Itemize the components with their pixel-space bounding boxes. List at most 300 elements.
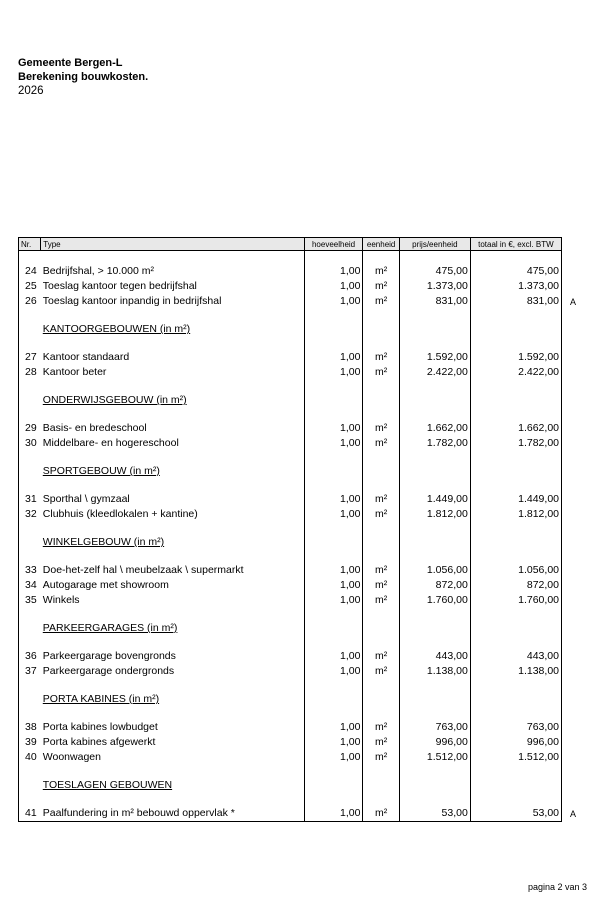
row-unit: m²	[363, 294, 399, 309]
col-header-quantity: hoeveelheid	[304, 238, 363, 251]
row-type: Kantoor standaard	[42, 351, 130, 363]
table-row	[19, 750, 562, 765]
row-quantity: 1,00	[304, 664, 363, 679]
row-unit: m²	[363, 563, 399, 578]
blank-cell	[470, 393, 561, 408]
row-unit: m²	[363, 664, 399, 679]
blank-cell	[399, 793, 470, 806]
row-number: 41	[19, 806, 41, 822]
row-type: Parkeergarage bovengronds	[42, 650, 176, 662]
row-type: Winkels	[42, 594, 80, 606]
row-type: Middelbare- en hogereschool	[42, 437, 179, 449]
blank-cell	[363, 522, 399, 535]
row-unit-price: 996,00	[399, 735, 470, 750]
row-total: 763,00	[470, 720, 561, 735]
blank-cell	[399, 608, 470, 621]
table-row	[19, 365, 562, 380]
blank-cell	[470, 479, 561, 492]
table-row	[19, 806, 562, 822]
blank-cell	[41, 337, 304, 350]
blank-cell	[304, 778, 363, 793]
blank-cell	[41, 522, 304, 535]
blank-cell	[363, 636, 399, 649]
blank-cell	[41, 309, 304, 322]
row-total: 872,00	[470, 578, 561, 593]
blank-cell	[470, 692, 561, 707]
blank-cell	[19, 621, 41, 636]
municipality-name: Gemeente Bergen-L	[18, 57, 123, 69]
cost-table	[18, 237, 562, 822]
row-total: 443,00	[470, 649, 561, 664]
blank-cell	[363, 322, 399, 337]
row-number: 25	[19, 279, 41, 294]
blank-cell	[41, 408, 304, 421]
table-row	[19, 421, 562, 436]
blank-cell	[363, 479, 399, 492]
col-header-unit-price: prijs/eenheid	[399, 238, 470, 251]
blank-cell	[41, 251, 304, 265]
blank-cell	[399, 479, 470, 492]
blank-cell	[41, 464, 304, 479]
row-number: 30	[19, 436, 41, 451]
row-unit-price: 475,00	[399, 264, 470, 279]
row-number: 36	[19, 649, 41, 664]
row-type: Bedrijfshal, > 10.000 m²	[42, 265, 154, 277]
blank-cell	[363, 778, 399, 793]
blank-cell	[399, 380, 470, 393]
section-heading-row	[19, 535, 562, 550]
blank-cell	[19, 479, 41, 492]
blank-cell	[470, 707, 561, 720]
table-row	[19, 578, 562, 593]
blank-cell	[470, 636, 561, 649]
spacer-row	[19, 522, 562, 535]
row-unit-price: 831,00	[399, 294, 470, 309]
table-body	[19, 251, 562, 822]
row-quantity: 1,00	[304, 350, 363, 365]
blank-cell	[41, 692, 304, 707]
row-flag-marker: A	[570, 297, 577, 307]
row-unit: m²	[363, 593, 399, 608]
blank-cell	[363, 707, 399, 720]
row-unit-price: 763,00	[399, 720, 470, 735]
section-title: PORTA KABINES (in m²)	[42, 693, 160, 705]
section-heading-row	[19, 322, 562, 337]
blank-cell	[41, 778, 304, 793]
row-number: 38	[19, 720, 41, 735]
spacer-row	[19, 451, 562, 464]
blank-cell	[19, 793, 41, 806]
table-row	[19, 436, 562, 451]
row-unit-price: 2.422,00	[399, 365, 470, 380]
table-row	[19, 507, 562, 522]
row-total: 996,00	[470, 735, 561, 750]
blank-cell	[304, 380, 363, 393]
row-total: 1.592,00	[470, 350, 561, 365]
blank-cell	[19, 707, 41, 720]
row-number: 35	[19, 593, 41, 608]
blank-cell	[304, 337, 363, 350]
blank-cell	[399, 621, 470, 636]
section-heading-row	[19, 464, 562, 479]
blank-cell	[304, 793, 363, 806]
blank-cell	[363, 793, 399, 806]
blank-cell	[19, 692, 41, 707]
blank-cell	[399, 337, 470, 350]
row-type: Kantoor beter	[42, 366, 107, 378]
row-quantity: 1,00	[304, 720, 363, 735]
row-quantity: 1,00	[304, 365, 363, 380]
blank-cell	[19, 322, 41, 337]
blank-cell	[363, 621, 399, 636]
row-total: 1.512,00	[470, 750, 561, 765]
table-row	[19, 492, 562, 507]
row-unit-price: 1.449,00	[399, 492, 470, 507]
spacer-row	[19, 251, 562, 265]
row-unit: m²	[363, 436, 399, 451]
row-unit-price: 1.760,00	[399, 593, 470, 608]
blank-cell	[304, 451, 363, 464]
blank-cell	[19, 535, 41, 550]
blank-cell	[41, 550, 304, 563]
row-quantity: 1,00	[304, 279, 363, 294]
row-unit: m²	[363, 720, 399, 735]
col-header-total: totaal in €, excl. BTW	[470, 238, 561, 251]
row-total: 1.449,00	[470, 492, 561, 507]
row-quantity: 1,00	[304, 294, 363, 309]
spacer-row	[19, 550, 562, 563]
blank-cell	[19, 522, 41, 535]
section-heading-row	[19, 778, 562, 793]
row-quantity: 1,00	[304, 750, 363, 765]
section-heading-row	[19, 621, 562, 636]
blank-cell	[304, 393, 363, 408]
blank-cell	[41, 535, 304, 550]
spacer-row	[19, 380, 562, 393]
row-total: 1.056,00	[470, 563, 561, 578]
document-title: Berekening bouwkosten.	[18, 71, 149, 83]
blank-cell	[363, 337, 399, 350]
blank-cell	[41, 380, 304, 393]
blank-cell	[470, 621, 561, 636]
section-heading-row	[19, 692, 562, 707]
row-type: Doe-het-zelf hal \ meubelzaak \ supermarkt	[42, 564, 244, 576]
row-total: 831,00	[470, 294, 561, 309]
row-quantity: 1,00	[304, 563, 363, 578]
row-type: Basis- en bredeschool	[42, 422, 147, 434]
table-row	[19, 649, 562, 664]
spacer-row	[19, 309, 562, 322]
row-unit: m²	[363, 365, 399, 380]
blank-cell	[470, 608, 561, 621]
blank-cell	[41, 479, 304, 492]
blank-cell	[304, 535, 363, 550]
blank-cell	[470, 522, 561, 535]
row-unit: m²	[363, 735, 399, 750]
blank-cell	[304, 322, 363, 337]
section-title: ONDERWIJSGEBOUW (in m²)	[42, 394, 187, 406]
blank-cell	[470, 309, 561, 322]
row-number: 26	[19, 294, 41, 309]
row-unit-price: 1.662,00	[399, 421, 470, 436]
spacer-row	[19, 765, 562, 778]
blank-cell	[470, 408, 561, 421]
spacer-row	[19, 793, 562, 806]
blank-cell	[41, 793, 304, 806]
spacer-row	[19, 707, 562, 720]
blank-cell	[363, 535, 399, 550]
col-header-type: Type	[41, 238, 304, 251]
blank-cell	[304, 309, 363, 322]
spacer-row	[19, 679, 562, 692]
row-unit: m²	[363, 264, 399, 279]
blank-cell	[41, 621, 304, 636]
row-total: 475,00	[470, 264, 561, 279]
section-title: PARKEERGARAGES (in m²)	[42, 622, 178, 634]
blank-cell	[41, 322, 304, 337]
table-row	[19, 279, 562, 294]
row-number: 29	[19, 421, 41, 436]
page-number: pagina 2 van 3	[527, 882, 587, 892]
row-quantity: 1,00	[304, 806, 363, 822]
blank-cell	[399, 408, 470, 421]
row-unit-price: 1.373,00	[399, 279, 470, 294]
row-number: 28	[19, 365, 41, 380]
spacer-row	[19, 479, 562, 492]
blank-cell	[399, 765, 470, 778]
blank-cell	[470, 679, 561, 692]
row-unit-price: 1.782,00	[399, 436, 470, 451]
row-number: 24	[19, 264, 41, 279]
blank-cell	[19, 408, 41, 421]
blank-cell	[41, 393, 304, 408]
blank-cell	[399, 322, 470, 337]
spacer-row	[19, 608, 562, 621]
row-unit: m²	[363, 649, 399, 664]
blank-cell	[304, 550, 363, 563]
blank-cell	[470, 793, 561, 806]
blank-cell	[41, 765, 304, 778]
row-type: Paalfundering in m² bebouwd oppervlak *	[41, 806, 304, 822]
table-row	[19, 563, 562, 578]
row-flag-marker: A	[570, 809, 577, 819]
row-unit-price: 1.138,00	[399, 664, 470, 679]
row-number: 39	[19, 735, 41, 750]
blank-cell	[399, 464, 470, 479]
blank-cell	[470, 464, 561, 479]
blank-cell	[41, 608, 304, 621]
blank-cell	[363, 393, 399, 408]
blank-cell	[19, 309, 41, 322]
row-unit: m²	[363, 492, 399, 507]
spacer-row	[19, 636, 562, 649]
blank-cell	[41, 636, 304, 649]
row-quantity: 1,00	[304, 507, 363, 522]
blank-cell	[470, 337, 561, 350]
row-number: 37	[19, 664, 41, 679]
blank-cell	[19, 251, 41, 265]
row-unit-price: 872,00	[399, 578, 470, 593]
row-type: Parkeergarage ondergronds	[42, 665, 175, 677]
section-heading-row	[19, 393, 562, 408]
row-type: Clubhuis (kleedlokalen + kantine)	[42, 508, 198, 520]
row-unit: m²	[363, 421, 399, 436]
blank-cell	[304, 692, 363, 707]
row-quantity: 1,00	[304, 421, 363, 436]
blank-cell	[399, 393, 470, 408]
row-type: Toeslag kantoor tegen bedrijfshal	[42, 280, 197, 292]
blank-cell	[19, 393, 41, 408]
blank-cell	[304, 464, 363, 479]
section-title: SPORTGEBOUW (in m²)	[42, 465, 160, 477]
blank-cell	[470, 550, 561, 563]
blank-cell	[399, 692, 470, 707]
blank-cell	[399, 309, 470, 322]
blank-cell	[304, 621, 363, 636]
blank-cell	[363, 692, 399, 707]
row-number: 40	[19, 750, 41, 765]
spacer-row	[19, 408, 562, 421]
row-total: 1.662,00	[470, 421, 561, 436]
table-row	[19, 593, 562, 608]
blank-cell	[19, 679, 41, 692]
section-title: TOESLAGEN GEBOUWEN	[42, 779, 173, 791]
blank-cell	[304, 479, 363, 492]
table-row	[19, 350, 562, 365]
table-row	[19, 294, 562, 309]
row-type: Sporthal \ gymzaal	[42, 493, 130, 505]
blank-cell	[363, 550, 399, 563]
row-total: 53,00	[470, 806, 561, 822]
section-title: WINKELGEBOUW (in m²)	[42, 536, 165, 548]
blank-cell	[41, 707, 304, 720]
blank-cell	[363, 679, 399, 692]
blank-cell	[304, 408, 363, 421]
blank-cell	[19, 550, 41, 563]
row-unit: m²	[363, 279, 399, 294]
blank-cell	[41, 451, 304, 464]
table-row	[19, 720, 562, 735]
row-quantity: 1,00	[304, 436, 363, 451]
blank-cell	[363, 380, 399, 393]
row-type: Autogarage met showroom	[42, 579, 169, 591]
row-unit: m²	[363, 750, 399, 765]
blank-cell	[470, 535, 561, 550]
blank-cell	[363, 251, 399, 265]
blank-cell	[363, 309, 399, 322]
blank-cell	[19, 636, 41, 649]
blank-cell	[470, 765, 561, 778]
row-quantity: 1,00	[304, 492, 363, 507]
blank-cell	[399, 251, 470, 265]
blank-cell	[363, 408, 399, 421]
blank-cell	[19, 380, 41, 393]
table-header-row	[19, 238, 562, 251]
blank-cell	[304, 636, 363, 649]
row-unit-price: 443,00	[399, 649, 470, 664]
blank-cell	[399, 550, 470, 563]
blank-cell	[470, 380, 561, 393]
row-total: 1.373,00	[470, 279, 561, 294]
row-total: 2.422,00	[470, 365, 561, 380]
row-unit: m²	[363, 507, 399, 522]
blank-cell	[470, 778, 561, 793]
row-type: Porta kabines lowbudget	[42, 721, 158, 733]
blank-cell	[470, 251, 561, 265]
blank-cell	[399, 679, 470, 692]
row-unit-price: 53,00	[399, 806, 470, 822]
row-type: Toeslag kantoor inpandig in bedrijfshal	[42, 295, 222, 307]
row-number: 34	[19, 578, 41, 593]
blank-cell	[304, 522, 363, 535]
row-total: 1.138,00	[470, 664, 561, 679]
row-quantity: 1,00	[304, 649, 363, 664]
row-total: 1.760,00	[470, 593, 561, 608]
row-number: 27	[19, 350, 41, 365]
row-unit-price: 1.592,00	[399, 350, 470, 365]
row-type: Woonwagen	[42, 751, 101, 763]
row-unit: m²	[363, 578, 399, 593]
blank-cell	[363, 608, 399, 621]
blank-cell	[399, 778, 470, 793]
blank-cell	[363, 464, 399, 479]
table-row	[19, 664, 562, 679]
row-unit-price: 1.056,00	[399, 563, 470, 578]
blank-cell	[399, 451, 470, 464]
row-unit-price: 1.812,00	[399, 507, 470, 522]
row-type: Porta kabines afgewerkt	[42, 736, 156, 748]
blank-cell	[470, 322, 561, 337]
row-quantity: 1,00	[304, 264, 363, 279]
spacer-row	[19, 337, 562, 350]
table-row	[19, 735, 562, 750]
section-title: KANTOORGEBOUWEN (in m²)	[42, 323, 191, 335]
row-unit: m²	[363, 350, 399, 365]
row-quantity: 1,00	[304, 578, 363, 593]
row-number: 32	[19, 507, 41, 522]
blank-cell	[304, 707, 363, 720]
row-total: 1.782,00	[470, 436, 561, 451]
blank-cell	[19, 451, 41, 464]
blank-cell	[19, 337, 41, 350]
blank-cell	[41, 679, 304, 692]
blank-cell	[304, 608, 363, 621]
table-row	[19, 264, 562, 279]
document-year: 2026	[18, 85, 44, 97]
blank-cell	[304, 251, 363, 265]
blank-cell	[470, 451, 561, 464]
blank-cell	[304, 765, 363, 778]
row-quantity: 1,00	[304, 593, 363, 608]
blank-cell	[19, 608, 41, 621]
col-header-unit: eenheid	[363, 238, 399, 251]
blank-cell	[399, 707, 470, 720]
blank-cell	[19, 765, 41, 778]
row-quantity: 1,00	[304, 735, 363, 750]
blank-cell	[363, 451, 399, 464]
blank-cell	[19, 778, 41, 793]
row-total: 1.812,00	[470, 507, 561, 522]
blank-cell	[363, 765, 399, 778]
row-unit: m²	[363, 806, 399, 822]
blank-cell	[399, 636, 470, 649]
row-number: 31	[19, 492, 41, 507]
row-number: 33	[19, 563, 41, 578]
blank-cell	[304, 679, 363, 692]
col-header-nr: Nr.	[19, 238, 41, 251]
blank-cell	[399, 535, 470, 550]
blank-cell	[399, 522, 470, 535]
